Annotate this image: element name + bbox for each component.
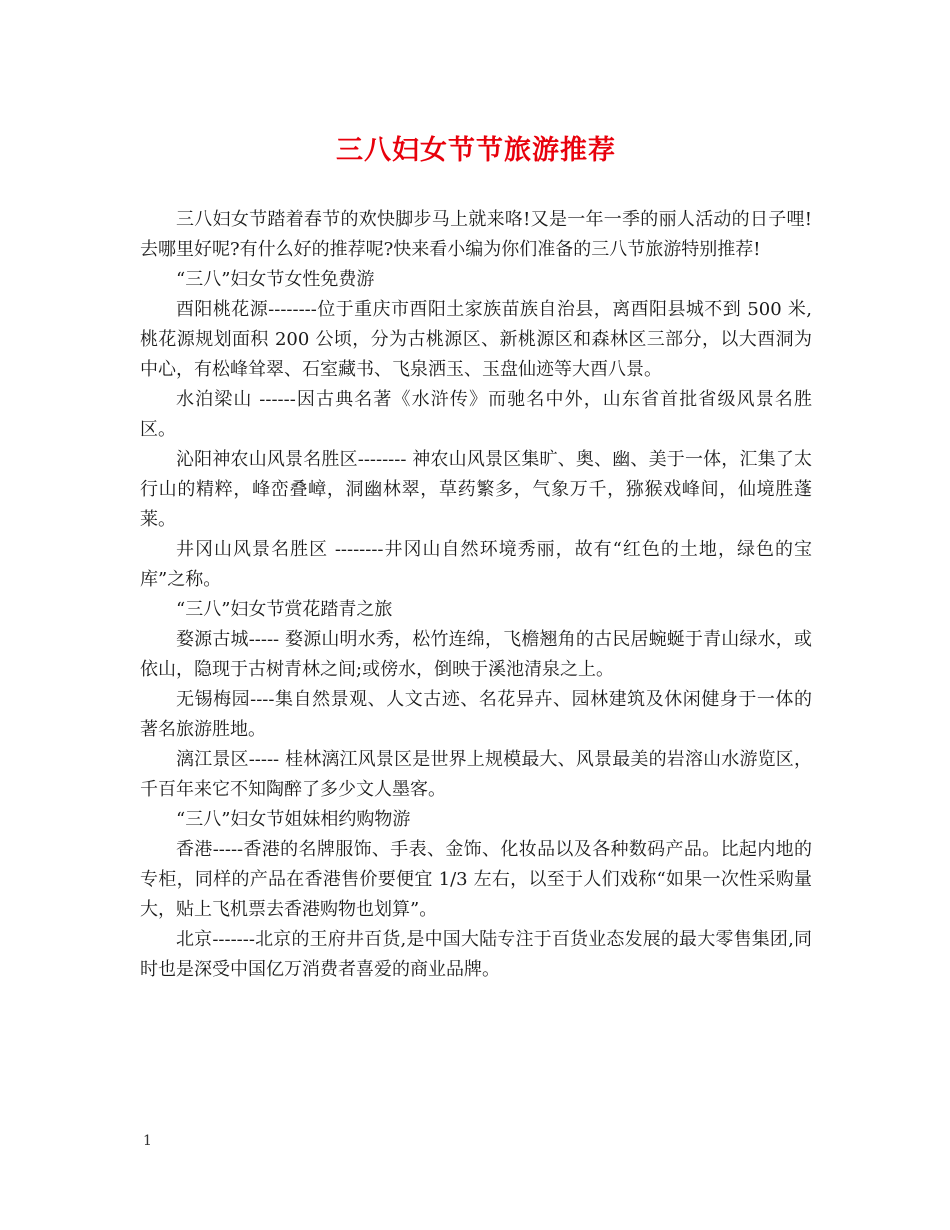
paragraph-shuibo-liangshan: 水泊梁山 ------因古典名著《水浒传》而驰名中外，山东省首批省级风景名胜区。 — [140, 389, 812, 440]
document-title: 三八妇女节节旅游推荐 — [336, 135, 616, 166]
page-number: 1 — [143, 1133, 152, 1149]
document-body — [140, 205, 812, 985]
section-heading-flower-trip: “三八”妇女节赏花踏青之旅 — [176, 599, 393, 620]
paragraph-youyang-taohuayuan: 酉阳桃花源--------位于重庆市酉阳土家族苗族自治县，离酉阳县城不到 500 米, 桃花源规划面积 200 公顷，分为古桃源区、新桃源区和森林区三部分，以大酉洞为中心，有松峰耸翠、石室藏书、飞泉洒玉、玉盘仙迹等大酉八景。 — [140, 299, 812, 380]
paragraph-jinggangshan: 井冈山风景名胜区 --------井冈山自然环境秀丽，故有“红色的土地，绿色的宝库”之称。 — [140, 539, 812, 590]
paragraph-hongkong: 香港-----香港的名牌服饰、手表、金饰、化妆品以及各种数码产品。比起内地的专柜，同样的产品在香港售价要便宜 1/3 左右，以至于人们戏称“如果一次性采购量大，贴上飞机票去香港购物也划算”。 — [140, 839, 812, 920]
paragraph-lijiang: 漓江景区----- 桂林漓江风景区是世界上规模最大、风景最美的岩溶山水游览区，千百年来它不知陶醉了多少文人墨客。 — [140, 749, 812, 800]
section-heading-free-travel: “三八”妇女节女性免费游 — [176, 269, 375, 290]
section-heading-shopping-trip: “三八”妇女节姐妹相约购物游 — [176, 809, 411, 830]
paragraph-wuyuan: 婺源古城----- 婺源山明水秀，松竹连绵，飞檐翘角的古民居蜿蜒于青山绿水，或依山，隐现于古树青林之间;或傍水，倒映于溪池清泉之上。 — [140, 629, 812, 680]
paragraph-intro: 三八妇女节踏着春节的欢快脚步马上就来咯!又是一年一季的丽人活动的日子哩!去哪里好呢?有什么好的推荐呢?快来看小编为你们准备的三八节旅游特别推荐! — [140, 209, 812, 260]
paragraph-beijing: 北京-------北京的王府井百货,是中国大陆专注于百货业态发展的最大零售集团,同时也是深受中国亿万消费者喜爱的商业品牌。 — [140, 929, 812, 980]
paragraph-wuxi-meiyuan: 无锡梅园----集自然景观、人文古迹、名花异卉、园林建筑及休闲健身于一体的著名旅游胜地。 — [140, 689, 812, 740]
paragraph-shennong-mountain: 沁阳神农山风景名胜区-------- 神农山风景区集旷、奥、幽、美于一体，汇集了太行山的精粹，峰峦叠嶂，洞幽林翠，草药繁多，气象万千，猕猴戏峰间，仙境胜蓬莱。 — [140, 449, 812, 530]
